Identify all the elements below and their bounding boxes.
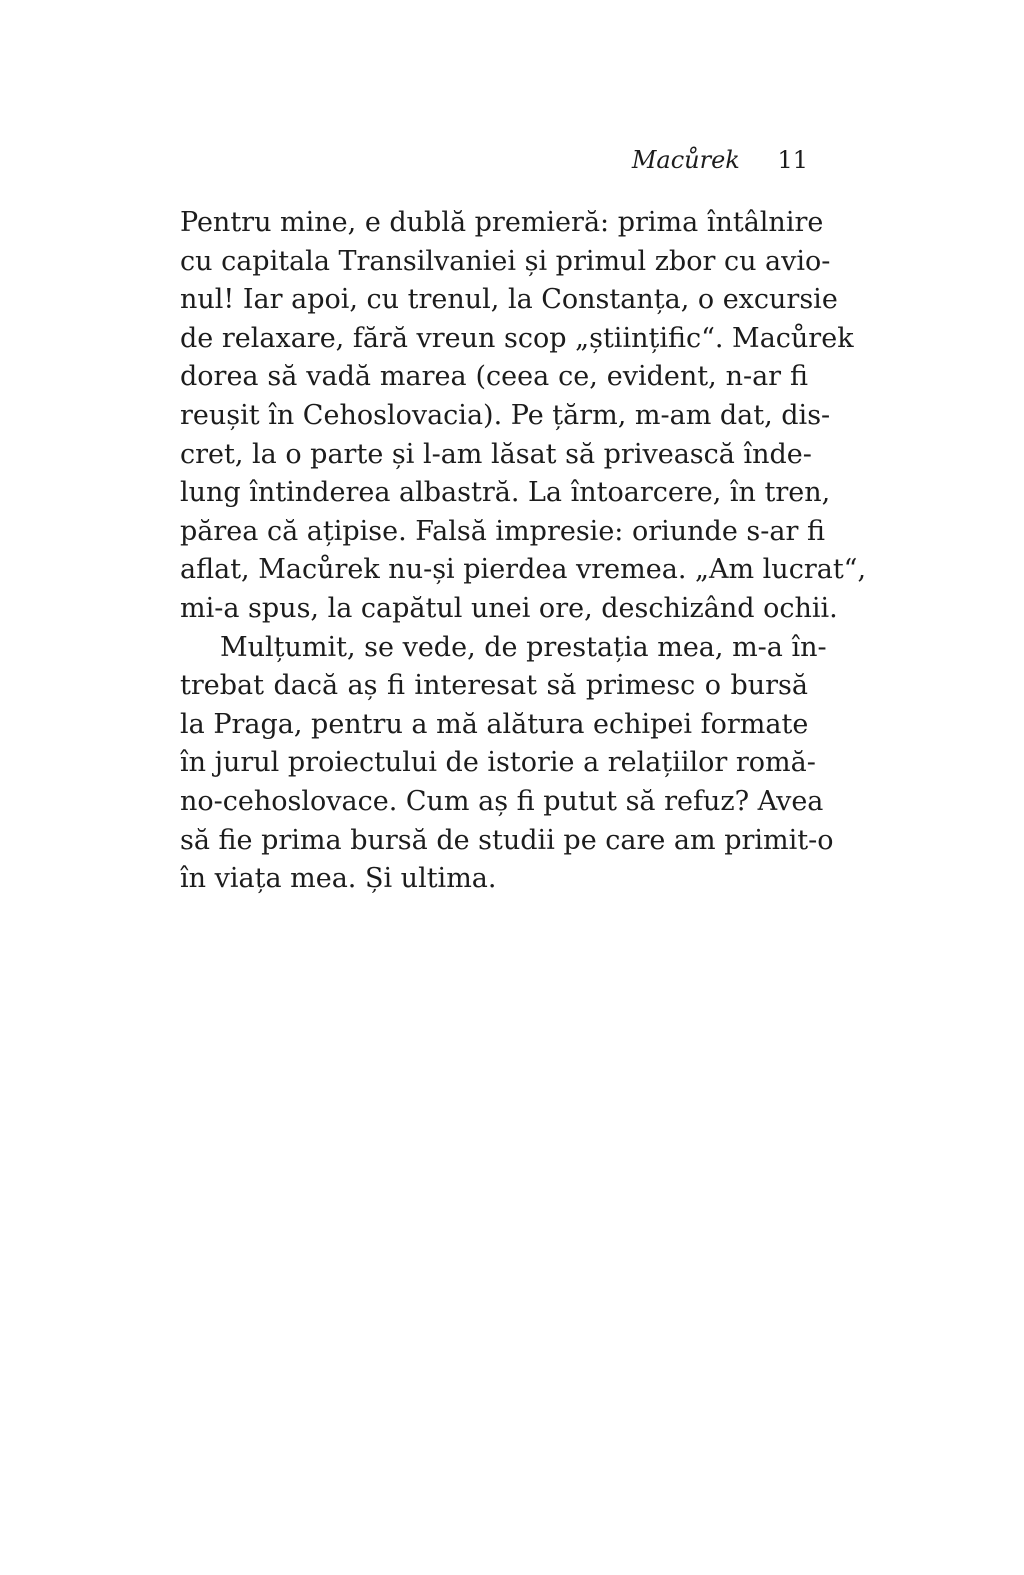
paragraph-2: [180, 629, 834, 899]
text-line: no-cehoslovace. Cum aș fi putut să refuz? Avea: [180, 785, 824, 817]
text-line: nul! Iar apoi, cu trenul, la Constanța, o excursie: [180, 284, 838, 316]
running-header: [632, 140, 808, 180]
paragraph-1: [180, 204, 867, 629]
text-line: în jurul proiectului de istorie a relațiilor romă-: [180, 747, 816, 779]
running-title: Macůrek: [631, 146, 740, 174]
text-line: mi-a spus, la capătul unei ore, deschizând ochii.: [180, 592, 838, 624]
text-line: părea că ațipise. Falsă impresie: oriunde s-ar fi: [180, 515, 825, 547]
page-number: 11: [777, 146, 808, 174]
text-line: lung întinderea albastră. La întoarcere, în tren,: [180, 477, 831, 509]
text-line: dorea să vadă marea (ceea ce, evident, n-ar fi: [180, 361, 808, 393]
text-line: aflat, Macůrek nu-și pierdea vremea. „Am lucrat“,: [180, 554, 867, 586]
text-line: Mulțumit, se vede, de prestația mea, m-a în-: [220, 631, 827, 663]
text-line: în viața mea. Și ultima.: [180, 863, 497, 895]
body-text: [180, 204, 867, 899]
text-line: cret, la o parte și l-am lăsat să privească înde-: [180, 438, 812, 470]
text-line: să fie prima bursă de studii pe care am primit-o: [180, 824, 834, 856]
text-line: reușit în Cehoslovacia). Pe țărm, m-am dat, dis-: [180, 399, 831, 431]
text-line: cu capitala Transilvaniei și primul zbor cu avio-: [180, 245, 831, 277]
text-line: trebat dacă aș fi interesat să primesc o bursă: [180, 670, 808, 702]
text-line: Pentru mine, e dublă premieră: prima întâlnire: [180, 207, 824, 238]
text-line: la Praga, pentru a mă alătura echipei formate: [180, 708, 809, 740]
text-line: de relaxare, fără vreun scop „științific“. Macůrek: [180, 322, 854, 354]
